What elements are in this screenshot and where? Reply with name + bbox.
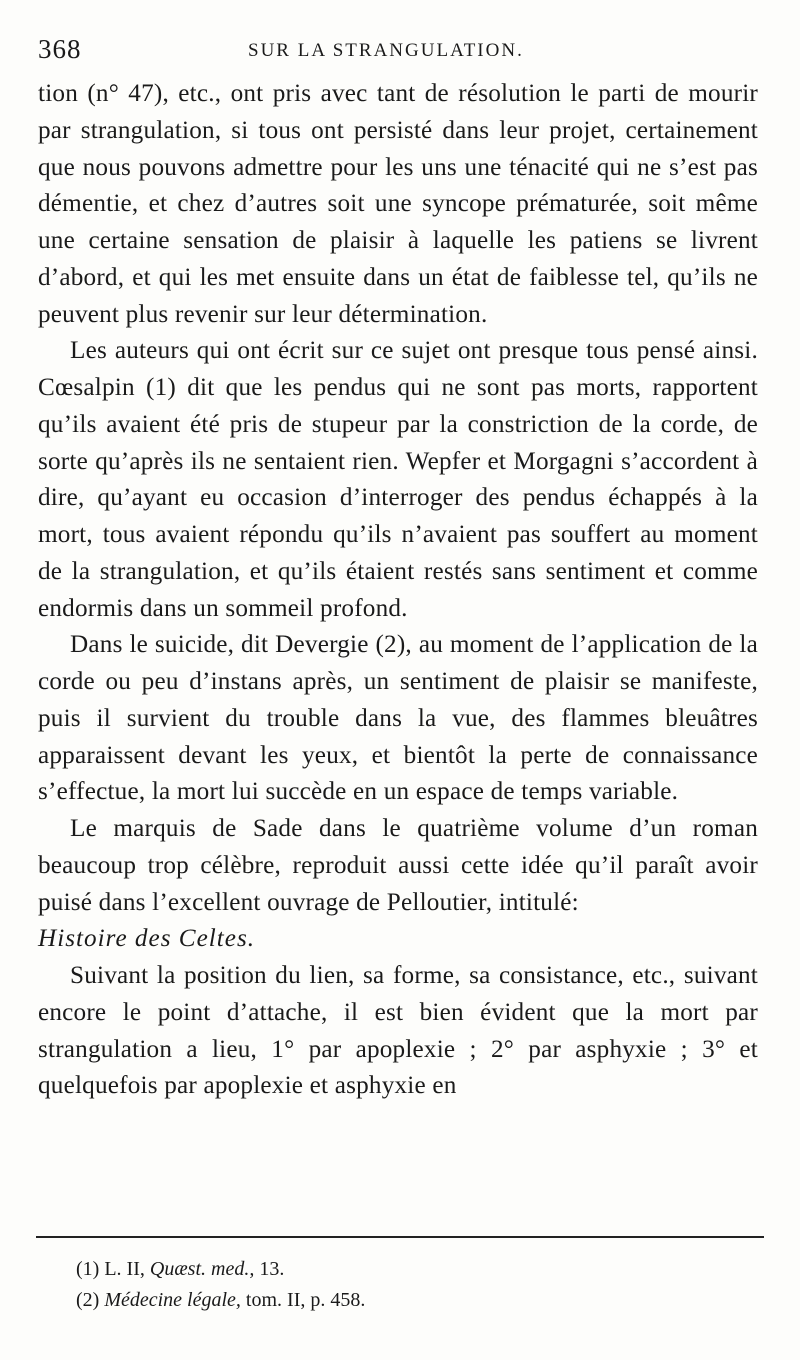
footnote-rule	[36, 1236, 764, 1238]
paragraph-1: tion (n° 47), etc., ont pris avec tant de résolution le parti de mourir par strangulation, si tous ont persisté dans leur projet, certainement que nous pouvons admettre pour les uns une ténacité qui ne s’est pas démentie, et chez d’autres soit une syncope prématurée, soit même une certaine sensation de plaisir à laquelle les patiens se livrent d’abord, et qui les met ensuite dans un état de faiblesse tel, qu’ils ne peuvent plus revenir sur leur détermination.	[38, 80, 758, 328]
running-title: SUR LA STRANGULATION.	[248, 40, 524, 61]
footnotes	[76, 1254, 756, 1316]
footnote-locator: 13.	[259, 1258, 285, 1280]
page-number: 368	[38, 34, 82, 64]
book-title-reference: Histoire des Celtes.	[38, 925, 256, 953]
footnote-ref: L. II,	[104, 1258, 145, 1280]
footnote-mark: (2)	[76, 1289, 100, 1311]
paragraph-3: Dans le suicide, dit Devergie (2), au moment de l’application de la corde ou peu d’instans après, un sentiment de plaisir se manifeste, puis il survient du trouble dans la vue, des flammes bleuâtres apparaissent devant les yeux, et bientôt la perte de connaissance s’effectue, la mort lui succède en un espace de temps variable.	[38, 631, 758, 806]
running-head	[38, 34, 760, 68]
footnote-mark: (1)	[76, 1258, 100, 1280]
body-text	[38, 76, 758, 1105]
footnote-source: Quæst. med.,	[149, 1258, 255, 1280]
footnote-source: Médecine légale,	[104, 1289, 241, 1311]
paragraph-5: Suivant la position du lien, sa forme, sa consistance, etc., suivant encore le point d’attache, il est bien évident que la mort par strangulation a lieu, 1° par apoplexie ; 2° par asphyxie ; 3° et quelquefois par apoplexie et asphyxie en	[38, 962, 758, 1100]
footnote-1	[76, 1254, 756, 1285]
paragraph-4: Le marquis de Sade dans le quatrième volume d’un roman beaucoup trop célèbre, reproduit aussi cette idée qu’il paraît avoir puisé dans l’excellent ouvrage de Pelloutier, intitulé:	[38, 815, 758, 916]
footnote-locator: tom. II, p. 458.	[245, 1289, 366, 1311]
paragraph-2: Les auteurs qui ont écrit sur ce sujet ont presque tous pensé ainsi. Cœsalpin (1) dit que les pendus qui ne sont pas morts, rapportent qu’ils avaient été pris de stupeur par la constriction de la corde, de sorte qu’après ils ne sentaient rien. Wepfer et Morgagni s’accordent à dire, qu’ayant eu occasion d’interroger des pendus échappés à la mort, tous avaient répondu qu’ils n’avaient pas souffert au moment de la strangulation, et qu’ils étaient restés sans sentiment et comme endormis dans un sommeil profond.	[38, 337, 758, 622]
footnote-2	[76, 1285, 756, 1316]
